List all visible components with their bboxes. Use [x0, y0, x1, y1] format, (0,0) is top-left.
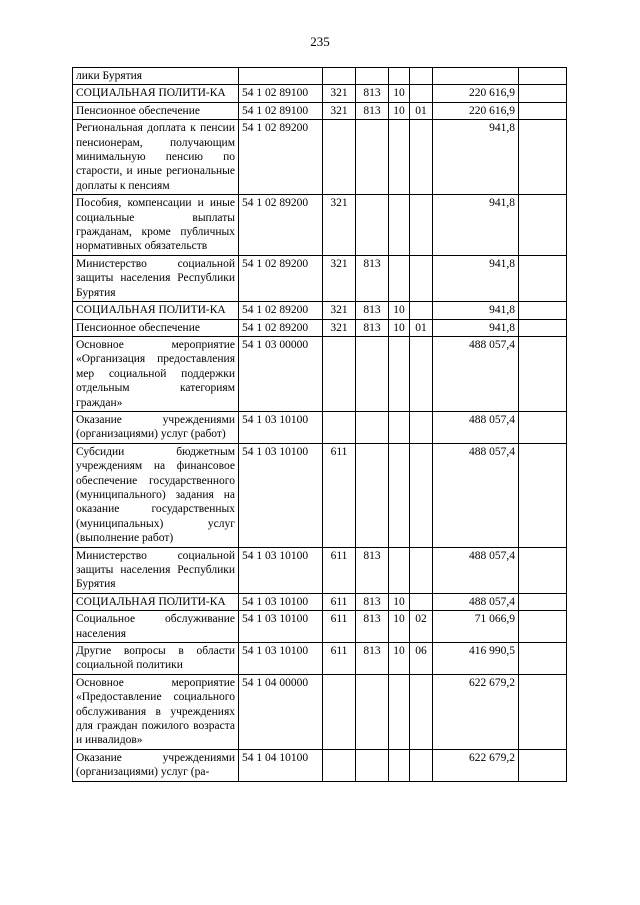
- row-pr: 06: [410, 643, 433, 675]
- row-rz: 10: [389, 593, 410, 610]
- table-row: [73, 85, 567, 102]
- row-code: 54 1 03 00000: [239, 336, 323, 411]
- row-empty: [519, 85, 567, 102]
- row-name: Региональная доплата к пенсии пенсионерам, получающим минимальную пенсию по старости, и иные региональные доплаты к пенсиям: [73, 120, 239, 195]
- table-row: [73, 195, 567, 256]
- row-empty: [519, 411, 567, 443]
- row-vr: [323, 411, 356, 443]
- row-rz: 10: [389, 102, 410, 119]
- row-gr: [356, 674, 389, 749]
- row-vr: 321: [323, 302, 356, 319]
- table-row: [73, 120, 567, 195]
- row-name: Оказание учреждениями (организациями) услуг (работ): [73, 411, 239, 443]
- row-empty: [519, 195, 567, 256]
- row-empty: [519, 547, 567, 593]
- row-rz: 10: [389, 319, 410, 336]
- table-row: [73, 443, 567, 547]
- row-gr: [356, 120, 389, 195]
- row-amount: 416 990,5: [433, 643, 519, 675]
- row-vr: [323, 120, 356, 195]
- row-name: Министерство социальной защиты населения Республики Бурятия: [73, 547, 239, 593]
- row-gr: 813: [356, 255, 389, 301]
- row-rz: [389, 674, 410, 749]
- row-name: Другие вопросы в области социальной политики: [73, 643, 239, 675]
- row-name: Субсидии бюджетным учреждениям на финансовое обеспечение государственного (муниципального) задания на оказание государственных (муниципальных) услуг (выполнение работ): [73, 443, 239, 547]
- row-rz: [389, 195, 410, 256]
- row-name: СОЦИАЛЬНАЯ ПОЛИТИ-КА: [73, 302, 239, 319]
- row-name: Оказание учреждениями (организациями) услуг (ра-: [73, 749, 239, 781]
- row-amount: 941,8: [433, 255, 519, 301]
- row-pr: 01: [410, 319, 433, 336]
- row-code: 54 1 02 89100: [239, 102, 323, 119]
- row-gr: 813: [356, 319, 389, 336]
- row-amount: 488 057,4: [433, 336, 519, 411]
- row-empty: [519, 674, 567, 749]
- row-code: 54 1 02 89100: [239, 85, 323, 102]
- table-row: [73, 336, 567, 411]
- row-amount: 71 066,9: [433, 611, 519, 643]
- row-gr: 813: [356, 302, 389, 319]
- row-empty: [519, 255, 567, 301]
- row-code: 54 1 02 89200: [239, 302, 323, 319]
- row-code: 54 1 02 89200: [239, 319, 323, 336]
- row-amount: 941,8: [433, 302, 519, 319]
- row-empty: [519, 302, 567, 319]
- row-amount: 220 616,9: [433, 102, 519, 119]
- row-pr: [410, 195, 433, 256]
- row-pr: 01: [410, 102, 433, 119]
- row-gr: [356, 336, 389, 411]
- row-code: 54 1 03 10100: [239, 593, 323, 610]
- row-gr: [356, 195, 389, 256]
- table-row: [73, 68, 567, 85]
- row-amount: 622 679,2: [433, 749, 519, 781]
- row-rz: [389, 336, 410, 411]
- row-amount: 488 057,4: [433, 411, 519, 443]
- row-code: 54 1 02 89200: [239, 120, 323, 195]
- row-rz: 10: [389, 611, 410, 643]
- row-name: Социальное обслуживание населения: [73, 611, 239, 643]
- row-vr: 321: [323, 85, 356, 102]
- row-vr: 321: [323, 255, 356, 301]
- row-name: Министерство социальной защиты населения Республики Бурятия: [73, 255, 239, 301]
- row-empty: [519, 443, 567, 547]
- row-pr: [410, 302, 433, 319]
- row-amount: 220 616,9: [433, 85, 519, 102]
- row-pr: [410, 749, 433, 781]
- row-vr: 321: [323, 195, 356, 256]
- row-gr: [356, 749, 389, 781]
- table-row: [73, 611, 567, 643]
- row-pr: 02: [410, 611, 433, 643]
- row-gr: 813: [356, 611, 389, 643]
- row-gr: 813: [356, 102, 389, 119]
- row-vr: [323, 674, 356, 749]
- row-pr: [410, 255, 433, 301]
- row-gr: 813: [356, 85, 389, 102]
- row-vr: 611: [323, 547, 356, 593]
- row-pr: [410, 336, 433, 411]
- row-amount: 941,8: [433, 120, 519, 195]
- row-code: 54 1 03 10100: [239, 643, 323, 675]
- table-row: [73, 593, 567, 610]
- table-row: [73, 302, 567, 319]
- row-pr: [410, 411, 433, 443]
- row-name: лики Бурятия: [73, 68, 239, 85]
- row-empty: [519, 102, 567, 119]
- row-rz: [389, 749, 410, 781]
- row-empty: [519, 643, 567, 675]
- table-row: [73, 102, 567, 119]
- row-vr: 611: [323, 643, 356, 675]
- row-code: 54 1 03 10100: [239, 547, 323, 593]
- row-empty: [519, 319, 567, 336]
- row-code: 54 1 04 00000: [239, 674, 323, 749]
- row-code: 54 1 04 10100: [239, 749, 323, 781]
- row-empty: [519, 749, 567, 781]
- row-amount: 622 679,2: [433, 674, 519, 749]
- row-name: Основное мероприятие «Организация предоставления мер социальной поддержки отдельным категориям граждан»: [73, 336, 239, 411]
- table-row: [73, 319, 567, 336]
- budget-table: [72, 67, 567, 782]
- page-number: 235: [310, 34, 330, 49]
- row-empty: [519, 120, 567, 195]
- row-vr: [323, 336, 356, 411]
- row-amount: 941,8: [433, 195, 519, 256]
- row-vr: [323, 749, 356, 781]
- row-amount: 941,8: [433, 319, 519, 336]
- row-gr: [356, 443, 389, 547]
- row-vr: 611: [323, 611, 356, 643]
- row-gr: [356, 411, 389, 443]
- row-vr: 321: [323, 102, 356, 119]
- row-rz: [389, 255, 410, 301]
- row-vr: [323, 68, 356, 85]
- row-vr: 611: [323, 593, 356, 610]
- row-name: СОЦИАЛЬНАЯ ПОЛИТИ-КА: [73, 85, 239, 102]
- row-code: [239, 68, 323, 85]
- row-empty: [519, 68, 567, 85]
- row-vr: 611: [323, 443, 356, 547]
- row-gr: [356, 68, 389, 85]
- table-row: [73, 255, 567, 301]
- row-pr: [410, 674, 433, 749]
- row-empty: [519, 593, 567, 610]
- table-row: [73, 674, 567, 749]
- row-empty: [519, 336, 567, 411]
- row-rz: 10: [389, 85, 410, 102]
- row-name: СОЦИАЛЬНАЯ ПОЛИТИ-КА: [73, 593, 239, 610]
- row-pr: [410, 68, 433, 85]
- row-pr: [410, 547, 433, 593]
- row-pr: [410, 85, 433, 102]
- row-rz: 10: [389, 643, 410, 675]
- row-rz: [389, 68, 410, 85]
- row-name: Основное мероприятие «Предоставление социального обслуживания в учреждениях для граждан пожилого возраста и инвалидов»: [73, 674, 239, 749]
- table-row: [73, 411, 567, 443]
- row-gr: 813: [356, 547, 389, 593]
- table-row: [73, 547, 567, 593]
- row-empty: [519, 611, 567, 643]
- table-row: [73, 749, 567, 781]
- row-code: 54 1 02 89200: [239, 255, 323, 301]
- row-gr: 813: [356, 593, 389, 610]
- row-code: 54 1 03 10100: [239, 411, 323, 443]
- row-code: 54 1 03 10100: [239, 443, 323, 547]
- row-rz: [389, 411, 410, 443]
- row-gr: 813: [356, 643, 389, 675]
- row-code: 54 1 03 10100: [239, 611, 323, 643]
- row-amount: 488 057,4: [433, 593, 519, 610]
- row-pr: [410, 443, 433, 547]
- row-name: Пособия, компенсации и иные социальные выплаты гражданам, кроме публичных нормативных обязательств: [73, 195, 239, 256]
- row-pr: [410, 120, 433, 195]
- row-name: Пенсионное обеспечение: [73, 102, 239, 119]
- row-rz: [389, 120, 410, 195]
- row-pr: [410, 593, 433, 610]
- row-rz: [389, 443, 410, 547]
- row-code: 54 1 02 89200: [239, 195, 323, 256]
- row-name: Пенсионное обеспечение: [73, 319, 239, 336]
- row-rz: 10: [389, 302, 410, 319]
- row-rz: [389, 547, 410, 593]
- row-amount: 488 057,4: [433, 547, 519, 593]
- table-row: [73, 643, 567, 675]
- row-amount: [433, 68, 519, 85]
- row-amount: 488 057,4: [433, 443, 519, 547]
- row-vr: 321: [323, 319, 356, 336]
